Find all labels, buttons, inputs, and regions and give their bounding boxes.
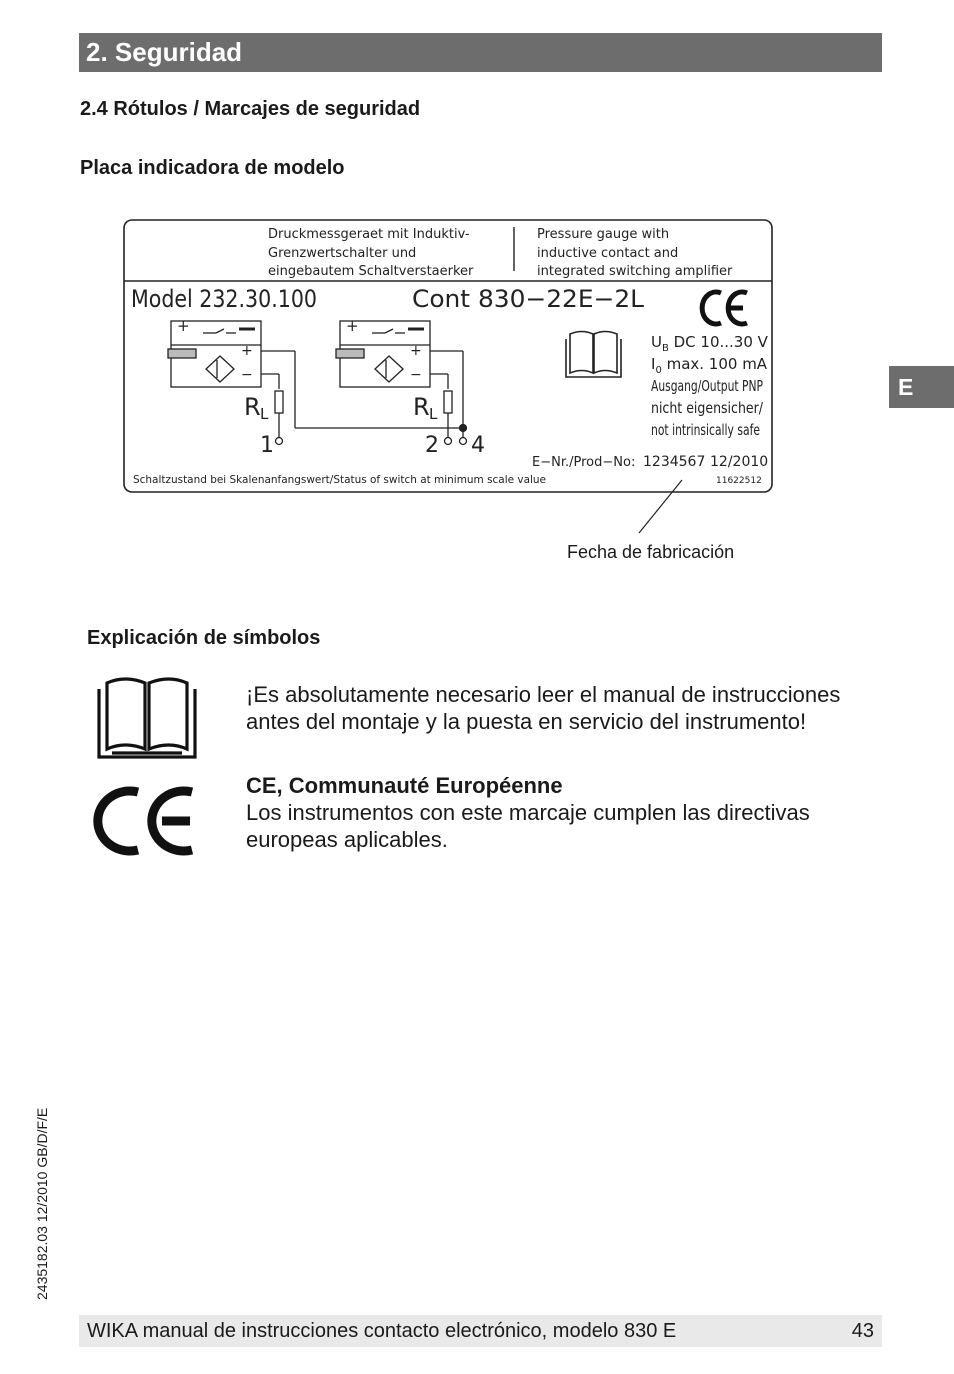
left-rl-r: R [244, 393, 261, 421]
language-tab-label: E [898, 374, 914, 400]
footer-title: WIKA manual de instrucciones contacto electrónico, modelo 830 E [87, 1320, 677, 1342]
section-title: 2.4 Rótulos / Marcajes de seguridad [80, 98, 421, 120]
spec-safety-de: nicht eigensicher/ [651, 399, 764, 417]
left-rl-l: L [260, 405, 269, 423]
prod-label: E−Nr./Prod−No: [532, 455, 636, 470]
manufacture-date: 12/2010 [710, 454, 769, 470]
left-plus-right: + [241, 343, 253, 359]
desc-en-line-1: Pressure gauge with [537, 227, 670, 242]
plate-doc-code: 11622512 [716, 476, 762, 486]
right-plus-top: + [346, 317, 359, 335]
symbol-ce-text: Los instrumentos con este marcaje cumplen las directivas europeas aplicables. [246, 800, 810, 852]
switch-note: Schaltzustand bei Skalenanfangswert/Status of switch at minimum scale value [133, 473, 547, 486]
symbol-ce-title: CE, Communauté Européenne [246, 773, 563, 798]
terminal-1: 1 [260, 433, 274, 458]
language-tab [889, 366, 954, 408]
terminal-4: 4 [471, 433, 485, 458]
cont-number: Cont 830−22E−2L [412, 285, 645, 313]
document-code: 2435182.03 12/2010 GB/D/F/E [34, 1107, 50, 1300]
symbol-manual-text: ¡Es absolutamente necesario leer el manual de instrucciones antes del montaje y la puesta en servicio del instrumento! [246, 682, 841, 734]
right-rl-r: R [413, 393, 430, 421]
spec-supply: $U_B$ DC 10...30 V [651, 333, 768, 354]
spec-output: Ausgang/Output PNP [651, 377, 763, 395]
left-minus-right: − [241, 367, 253, 383]
prod-number: 1234567 [643, 454, 706, 470]
terminal-2: 2 [425, 433, 439, 458]
desc-de-line-1: Druckmessgeraet mit Induktiv- [268, 227, 470, 242]
page-title: 2. Seguridad [86, 37, 243, 67]
spec-current: $I_0$ max. 100 mA [651, 355, 768, 376]
model-plate [123, 219, 773, 493]
desc-de-line-3: eingebautem Schaltverstaerker [268, 264, 474, 279]
callout-leader-line [636, 478, 686, 536]
right-plus-right: + [410, 343, 422, 359]
model-number: Model 232.30.100 [131, 285, 317, 313]
left-plus-top: + [177, 317, 190, 335]
manual-book-icon [95, 675, 199, 761]
plate-heading: Placa indicadora de modelo [80, 157, 345, 179]
ce-mark-icon [96, 784, 198, 858]
spec-safety-en: not intrinsically safe [651, 421, 760, 439]
right-minus-right: − [410, 367, 422, 383]
desc-en-line-2: inductive contact and [537, 246, 679, 261]
right-rl-l: L [429, 405, 438, 423]
symbol-ce-block [246, 772, 866, 853]
symbols-heading: Explicación de símbolos [87, 627, 321, 649]
section-header-bar [79, 33, 882, 72]
desc-de-line-2: Grenzwertschalter und [268, 246, 417, 261]
desc-en-line-3: integrated switching amplifier [537, 264, 733, 279]
manufacture-date-callout: Fecha de fabricación [567, 542, 735, 562]
footer-bar [79, 1315, 882, 1347]
page-number: 43 [851, 1320, 874, 1342]
model-plate-drawing [123, 219, 773, 493]
